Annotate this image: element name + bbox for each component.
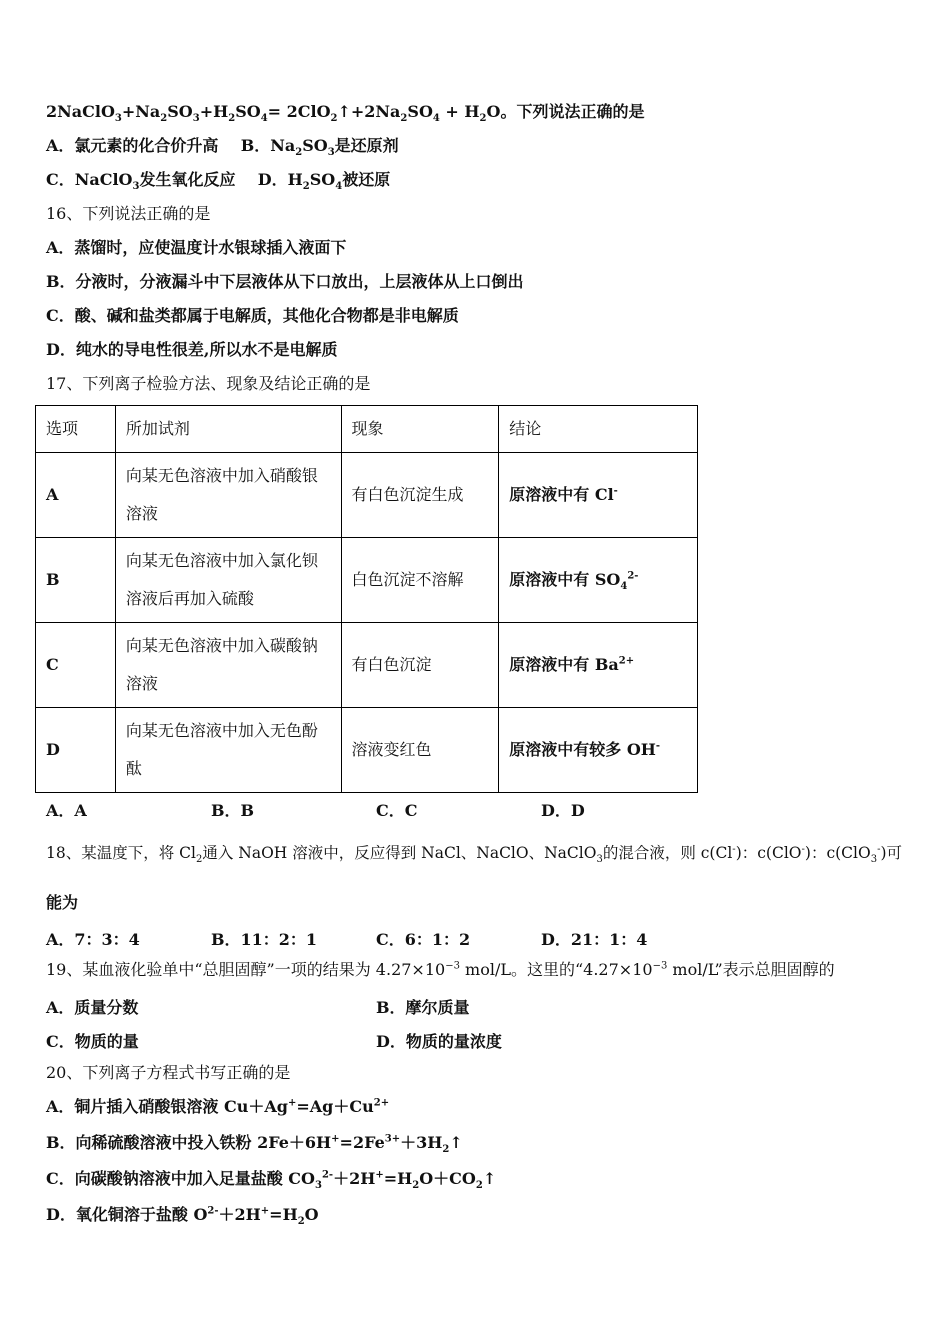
q15-equation: $2NaClO_3+Na_2SO_3+H_2SO_4=$ $2ClO_2↑+2Na_2SO_4 + H_2O$。下列说法正确的是 <box>46 102 645 125</box>
q17-answer-b: B．B <box>211 801 255 820</box>
q16-stem: 16、下列说法正确的是 <box>46 204 211 223</box>
table-header-row <box>36 406 698 453</box>
table-row <box>36 538 698 623</box>
q17-answer-d: D．D <box>541 801 585 820</box>
q18-stem-continued: 能为 <box>46 893 79 912</box>
q18-stem: 18、某温度下，将 $Cl_2$通入 NaOH 溶液中，反应得到 NaCl、NaClO、NaClO$_3$的混合液，则 c(Cl-)：c(ClO-)：c(ClO$_3$-)可 <box>46 843 903 866</box>
row-option: A <box>36 453 116 538</box>
row-phenomenon: 溶液变红色 <box>341 708 499 793</box>
q15-options-cd <box>46 170 391 193</box>
q15-option-d: D．$H_2SO_4$被还原 <box>257 170 391 193</box>
q15-option-c: C．NaClO$_3$发生氧化反应 <box>46 170 236 193</box>
q19-option-c: C．物质的量 <box>46 1032 139 1051</box>
q17-stem: 17、下列离子检验方法、现象及结论正确的是 <box>46 374 371 393</box>
q19-option-b: B．摩尔质量 <box>376 998 470 1017</box>
row-option: C <box>36 623 116 708</box>
row-phenomenon: 有白色沉淀生成 <box>341 453 499 538</box>
q18-answer-a: A．7：3：4 <box>46 930 140 949</box>
q15-options-ab <box>46 136 399 159</box>
header-option: 选项 <box>36 406 116 453</box>
q19-option-d: D．物质的量浓度 <box>376 1032 502 1051</box>
row-conclusion: 原溶液中有 $SO_4^{2-}$ <box>499 538 698 623</box>
q20-option-d: D．氧化铜溶于盐酸 $O^{2-}+2H^+=H_2O$ <box>46 1205 319 1228</box>
row-option: D <box>36 708 116 793</box>
row-reagent: 向某无色溶液中加入硝酸银溶液 <box>115 453 341 538</box>
table-row <box>36 708 698 793</box>
q17-table <box>35 405 698 793</box>
row-conclusion: 原溶液中有较多 OH- <box>499 708 698 793</box>
q20-option-b: B．向稀硫酸溶液中投入铁粉 $2Fe+6H^+=2Fe^{3+}+3H_2↑$ <box>46 1133 463 1156</box>
header-conclusion: 结论 <box>499 406 698 453</box>
table-row <box>36 623 698 708</box>
q15-option-b: B．$Na_2SO_3$是还原剂 <box>240 136 399 159</box>
table-row <box>36 453 698 538</box>
q20-option-a: A．铜片插入硝酸银溶液 $Cu+Ag^+=Ag+Cu^{2+}$ <box>46 1097 390 1116</box>
row-phenomenon: 有白色沉淀 <box>341 623 499 708</box>
q18-answer-c: C．6：1：2 <box>376 930 471 949</box>
q17-answer-c: C．C <box>376 801 418 820</box>
q16-option-d: D．纯水的导电性很差,所以水不是电解质 <box>46 340 338 359</box>
q18-answer-d: D．21：1：4 <box>541 930 648 949</box>
row-conclusion: 原溶液中有 Cl- <box>499 453 698 538</box>
row-reagent: 向某无色溶液中加入氯化钡溶液后再加入硫酸 <box>115 538 341 623</box>
q18-answer-b: B．11：2：1 <box>211 930 318 949</box>
q16-option-b: B．分液时，分液漏斗中下层液体从下口放出，上层液体从上口倒出 <box>46 272 524 291</box>
q19-option-a: A．质量分数 <box>46 998 139 1017</box>
q16-option-c: C．酸、碱和盐类都属于电解质，其他化合物都是非电解质 <box>46 306 459 325</box>
q20-stem: 20、下列离子方程式书写正确的是 <box>46 1063 291 1082</box>
q16-option-a: A．蒸馏时，应使温度计水银球插入液面下 <box>46 238 347 257</box>
q17-answer-a: A．A <box>46 801 87 820</box>
q15-option-a: A．氯元素的化合价升高 <box>46 136 219 155</box>
q20-option-c: C．向碳酸钠溶液中加入足量盐酸 $CO_3^{2-}+2H^+=H_2O+CO_2↑$ <box>46 1169 497 1192</box>
row-option: B <box>36 538 116 623</box>
header-phenomenon: 现象 <box>341 406 499 453</box>
header-reagent: 所加试剂 <box>115 406 341 453</box>
row-conclusion: 原溶液中有 $Ba^{2+}$ <box>499 623 698 708</box>
row-reagent: 向某无色溶液中加入碳酸钠溶液 <box>115 623 341 708</box>
q19-stem: 19、某血液化验单中“总胆固醇”一项的结果为 $4.27\times 10^{-3}$ mol/L。这里的“$4.27\times 10^{-3}$ mol/L”表示总胆固醇的 <box>46 960 835 979</box>
row-reagent: 向某无色溶液中加入无色酚酞 <box>115 708 341 793</box>
row-phenomenon: 白色沉淀不溶解 <box>341 538 499 623</box>
